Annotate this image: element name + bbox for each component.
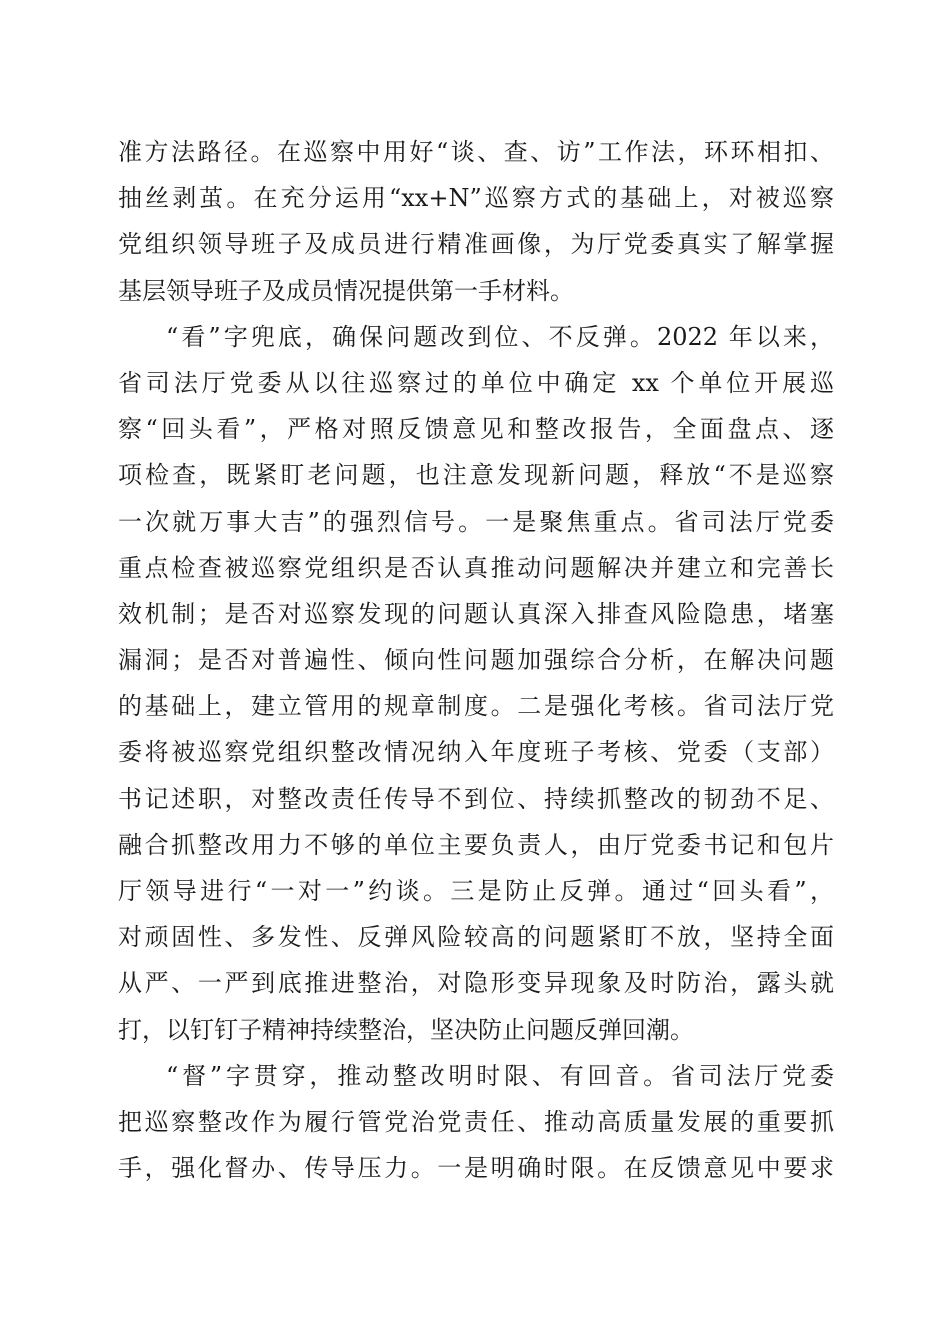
text-line: 手，强化督办、传导压力。一是明确时限。在反馈意见中要求 [118, 1154, 834, 1183]
text-line: 委将被巡察党组织整改情况纳入年度班子考核、党委（支部） [118, 738, 834, 767]
paragraph-du [118, 1053, 834, 1192]
text-line: 项检查，既紧盯老问题，也注意发现新问题，释放“不是巡察 [118, 461, 834, 490]
text-line: “看”字兜底，确保问题改到位、不反弹。2022 年以来， [166, 322, 834, 351]
text-line: 书记述职，对整改责任传导不到位、持续抓整改的韧劲不足、 [118, 784, 834, 813]
text-line: 把巡察整改作为履行管党治党责任、推动高质量发展的重要抓 [118, 1107, 834, 1136]
document-body [118, 129, 834, 1191]
text-line: 准方法路径。在巡察中用好“谈、查、访”工作法，环环相扣、 [118, 138, 834, 166]
text-line: 厅领导进行“一对一”约谈。三是防止反弹。通过“回头看”， [118, 877, 834, 905]
text-line: 打，以钉钉子精神持续整治，坚决防止问题反弹回潮。 [118, 1015, 694, 1044]
text-line: 一次就万事大吉”的强烈信号。一是聚焦重点。省司法厅党委 [118, 507, 834, 536]
text-line: 重点检查被巡察党组织是否认真推动问题解决并建立和完善长 [118, 553, 834, 582]
text-line: 基层领导班子及成员情况提供第一手材料。 [118, 276, 574, 305]
text-line: 的基础上，建立管用的规章制度。二是强化考核。省司法厅党 [118, 692, 834, 721]
text-line: 省司法厅党委从以往巡察过的单位中确定 xx 个单位开展巡 [118, 368, 834, 397]
text-line: 对顽固性、多发性、反弹风险较高的问题紧盯不放，坚持全面 [118, 923, 834, 952]
text-line: 效机制；是否对巡察发现的问题认真深入排查风险隐患，堵塞 [118, 599, 834, 628]
paragraph-kan [118, 314, 834, 1053]
text-line: 漏洞；是否对普遍性、倾向性问题加强综合分析，在解决问题 [118, 646, 834, 675]
text-line: 党组织领导班子及成员进行精准画像，为厅党委真实了解掌握 [118, 230, 834, 259]
paragraph-cha [118, 129, 834, 314]
text-line: “督”字贯穿，推动整改明时限、有回音。省司法厅党委 [166, 1061, 834, 1090]
text-line: 察“回头看”，严格对照反馈意见和整改报告，全面盘点、逐 [118, 415, 834, 444]
text-line: 抽丝剥茧。在充分运用“xx+N”巡察方式的基础上，对被巡察 [118, 184, 834, 213]
text-line: 融合抓整改用力不够的单位主要负责人，由厅党委书记和包片 [118, 830, 834, 859]
text-line: 从严、一严到底推进整治，对隐形变异现象及时防治，露头就 [118, 969, 834, 998]
